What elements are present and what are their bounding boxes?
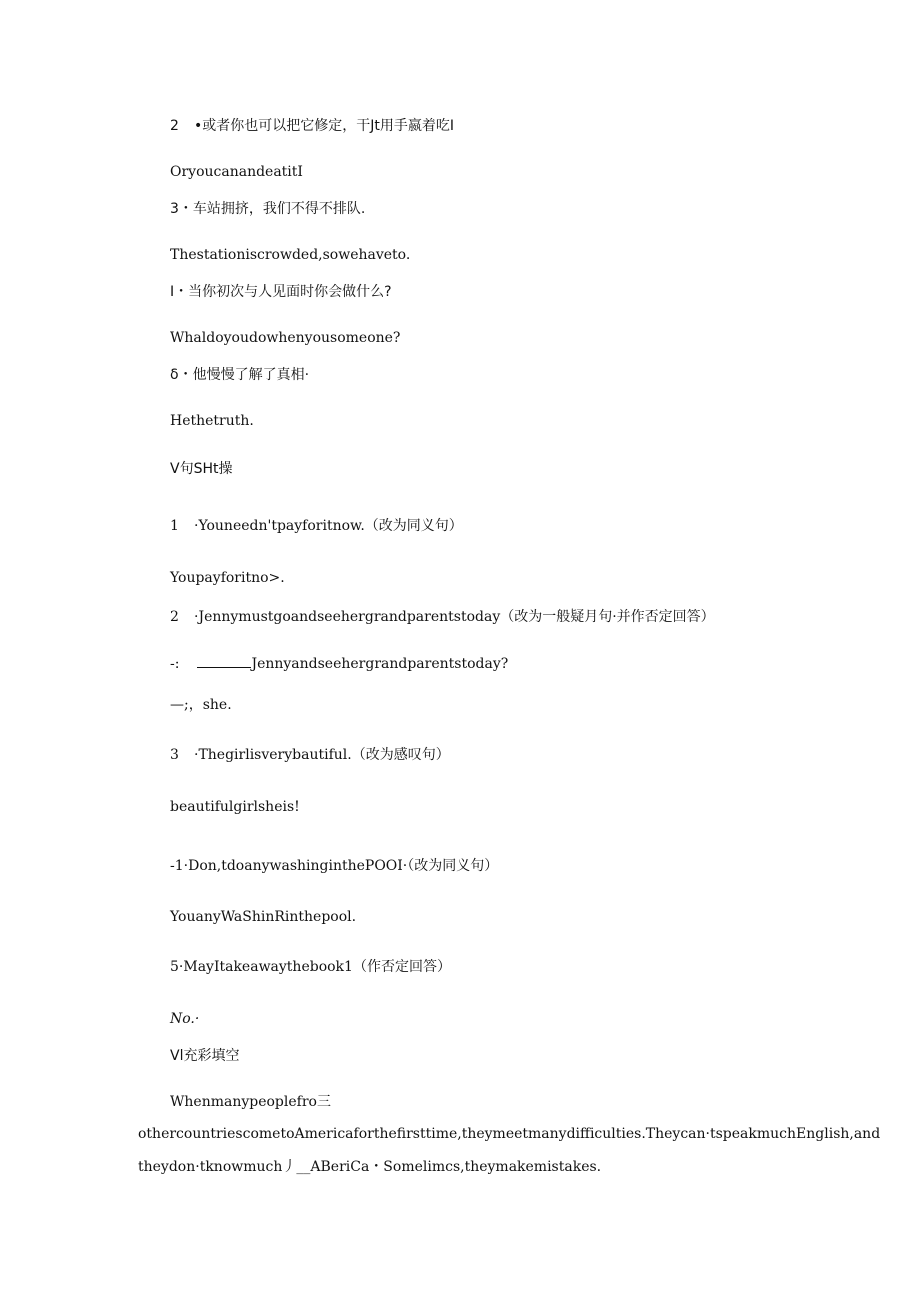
exercise-line-6 (170, 329, 400, 347)
line-text: theydon·tknowmuch丿__ABeriCa・Somelimcs,theymakemistakes. (138, 1159, 602, 1175)
section-title: Vl充彩填空 (170, 1048, 240, 1064)
item-number: 2 (170, 609, 179, 625)
line-text: YouanyWaShinRinthepool. (170, 909, 357, 925)
exercise-line-1 (170, 117, 454, 135)
passage-line-3 (138, 1158, 601, 1176)
exercise-line-20 (170, 1010, 199, 1028)
exercise-line-14 (170, 696, 232, 714)
line-text: -1·Don,tdoanywashinginthePOOI·（改为同义句） (170, 858, 499, 874)
line-text: No.· (170, 1011, 200, 1027)
line-text: Whaldoyoudowhenyousomeone? (170, 330, 401, 346)
line-text: Youpayforitno>. (170, 570, 285, 586)
passage-line-2 (138, 1125, 880, 1143)
line-text: ·Youneedn'tpayforitnow.（改为同义句） (194, 518, 463, 534)
exercise-line-11 (170, 569, 285, 587)
line-text: •或者你也可以把它修定，干Jt用手嬴着吃I (194, 118, 455, 134)
exercise-line-8 (170, 412, 254, 430)
exercise-line-16 (170, 798, 300, 816)
line-text: δ・他慢慢了解了真相· (170, 367, 310, 383)
exercise-line-3 (170, 200, 365, 218)
line-text: I・当你初次与人见面时你会做什么? (170, 284, 392, 300)
section-heading-v (170, 460, 232, 478)
exercise-line-10 (170, 517, 463, 535)
section-heading-vi (170, 1047, 239, 1065)
answer-prefix: -: (170, 656, 180, 672)
line-text: 3・车站拥挤，我们不得不排队. (170, 201, 366, 217)
exercise-line-7 (170, 366, 309, 384)
line-text: beautifulgirlsheis! (170, 799, 300, 815)
exercise-line-13 (170, 655, 508, 673)
section-title: V句SHt操 (170, 461, 233, 477)
line-text: OryoucanandeatitI (170, 164, 303, 180)
passage-line-1 (170, 1093, 331, 1111)
exercise-line-17 (170, 857, 498, 875)
item-number: 2 (170, 118, 179, 134)
line-text: Hethetruth. (170, 413, 254, 429)
line-text: othercountriescometoAmericaforthefirsttime,theymeetmanydifficulties.Theycan·tspeakmuchEnglish,and (138, 1126, 881, 1142)
exercise-line-2 (170, 163, 303, 181)
line-text: ·Thegirlisverybautiful.（改为感叹句） (194, 747, 450, 763)
exercise-line-4 (170, 246, 410, 264)
exercise-line-18 (170, 908, 356, 926)
line-text: Thestationiscrowded,sowehaveto. (170, 247, 411, 263)
exercise-line-15 (170, 746, 450, 764)
line-text: 5·MayItakeawaythebook1（作否定回答） (170, 959, 451, 975)
exercise-line-12 (170, 608, 715, 626)
item-number: 3 (170, 747, 179, 763)
item-number: 1 (170, 518, 179, 534)
line-text: —;，she. (170, 697, 232, 713)
answer-blank (197, 655, 251, 668)
exercise-line-5 (170, 283, 392, 301)
line-text: ·Jennymustgoandseehergrandparentstoday（改为一般疑月句·并作否定回答） (194, 609, 715, 625)
line-text: Whenmanypeoplefro三 (170, 1094, 331, 1110)
line-text: Jennyandseehergrandparentstoday? (251, 656, 509, 672)
exercise-line-19 (170, 958, 451, 976)
